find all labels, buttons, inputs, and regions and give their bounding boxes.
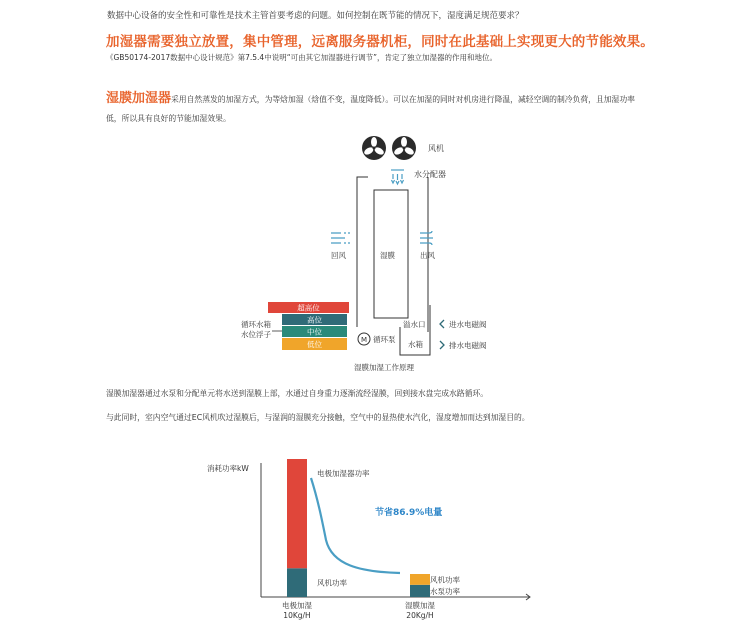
film-label: 湿膜 <box>380 251 395 260</box>
return-air-label: 回风 <box>331 251 346 260</box>
level-low-label: 低位 <box>307 340 322 349</box>
pump-symbol: M <box>360 336 368 344</box>
float-label-line1: 循环水箱 <box>241 320 271 329</box>
bars-group <box>282 459 460 620</box>
fan-label: 风机 <box>428 144 444 153</box>
standard-reference: 《GB50174-2017数据中心设计规范》第7.5.4中说明“可由其它加湿器进行调节”，肯定了独立加湿器的作用和地位。 <box>106 53 497 62</box>
float-label-line2: 水位浮子 <box>241 330 271 339</box>
description-2: 与此同时，室内空气通过EC风机吹过湿膜后，与湿润的湿膜充分接触，空气中的显热使水汽化，湿度增加而达到加湿目的。 <box>106 413 530 422</box>
pump-label: 循环泵 <box>373 335 396 344</box>
level-super-high-label: 超高位 <box>297 303 320 313</box>
bar-segment <box>410 574 430 585</box>
wet-film-text: 采用自然蒸发的加湿方式，为等焓加湿（焓值不变，温度降低）。可以在加湿的同时对机房进行降温，减轻空调的制冷负荷，且加湿功率低，所以具有良好的节能加湿效果。 <box>106 95 635 123</box>
category-label: 20Kg/H <box>406 611 434 620</box>
savings-annotation: 节省86.9%电量 <box>375 508 443 518</box>
level-high-label: 高位 <box>307 315 322 325</box>
bar-label: 电极加湿器功率 <box>317 469 370 478</box>
category-label: 湿膜加湿 <box>405 601 435 610</box>
bar-label: 风机功率 <box>317 578 347 588</box>
distributor-label: 水分配器 <box>414 170 446 179</box>
diagram-caption: 湿膜加湿工作原理 <box>354 363 414 372</box>
bar-segment <box>287 459 307 568</box>
outlet-air-label: 出风 <box>420 251 435 260</box>
savings-curve <box>311 478 400 573</box>
bar-label: 水泵功率 <box>430 586 460 596</box>
category-label: 电极加湿 <box>282 601 312 610</box>
inlet-valve-label: 进水电磁阀 <box>449 320 487 329</box>
level-mid-label: 中位 <box>307 327 322 337</box>
tank-label: 水箱 <box>408 340 423 349</box>
bar-segment <box>410 585 430 597</box>
bar-label: 风机功率 <box>430 575 460 585</box>
intro-question: 数据中心设备的安全性和可靠性是技术主管首要考虑的问题。如何控制在既节能的情况下，湿度满足规范要求？ <box>107 11 524 21</box>
overflow-label: 溢水口 <box>403 320 426 329</box>
category-label: 10Kg/H <box>283 611 311 620</box>
wet-film-title: 湿膜加湿器 <box>106 91 172 106</box>
bar-segment <box>287 568 307 597</box>
description-1: 湿膜加湿器通过水泵和分配单元将水送到湿膜上部，水通过自身重力逐渐流经湿膜，回到接水盘完成水路循环。 <box>106 389 489 398</box>
y-axis-label: 消耗功率kW <box>207 464 249 473</box>
drain-valve-label: 排水电磁阀 <box>449 341 487 350</box>
headline: 加湿器需要独立放置，集中管理，远离服务器机柜，同时在此基础上实现更大的节能效果。 <box>106 34 654 50</box>
